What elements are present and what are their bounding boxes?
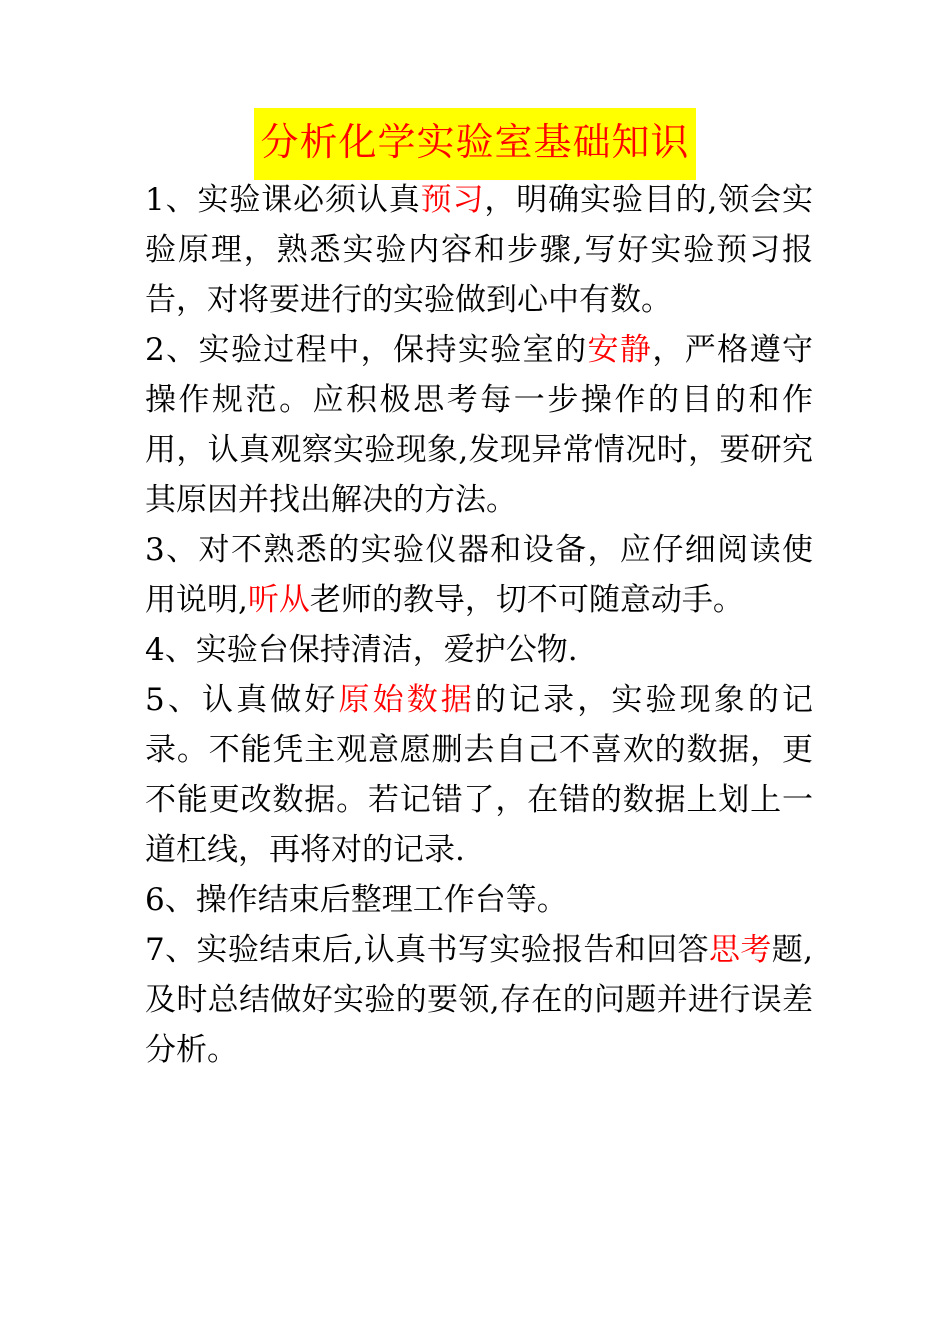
emphasis-text: 思考: [708, 932, 772, 968]
emphasis-text: 听从: [247, 582, 310, 618]
paragraph-text: 1、实验课必须认真: [145, 182, 421, 218]
emphasis-text: 原始数据: [338, 682, 475, 718]
paragraph-text: 3、对不熟悉的实验仪器和设备，应仔细阅读使用说明,: [145, 532, 813, 618]
paragraph-text: 5、认真做好: [145, 682, 339, 718]
paragraph-text: 老师的教导，切不可随意动手。: [309, 582, 744, 618]
paragraph-text: ，明确实验目的,领会实验原理，熟悉实验内容和步骤,写好实验预习报告，对将要进行的实验做到心中有数。: [145, 182, 814, 318]
paragraph-text: 4、实验台保持清洁，爱护公物.: [145, 632, 578, 668]
paragraph-5: [145, 675, 813, 875]
paragraph-text: ，严格遵守操作规范。应积极思考每一步操作的目的和作用，认真观察实验现象,发现异常情况时，要研究其原因并找出解决的方法。: [145, 332, 813, 518]
paragraph-text: 的记录，实验现象的记录。不能凭主观意愿删去自己不喜欢的数据，更不能更改数据。若记错了，在错的数据上划上一道杠线，再将对的记录.: [145, 682, 814, 868]
paragraph-3: [145, 525, 813, 625]
paragraph-text: 6、操作结束后整理工作台等。: [145, 882, 568, 918]
document-body: [145, 175, 813, 1075]
title-container: [0, 108, 950, 180]
emphasis-text: 预习: [420, 182, 485, 218]
document-title: 分析化学实验室基础知识: [254, 108, 695, 180]
paragraph-4: [145, 625, 813, 675]
emphasis-text: 安静: [587, 332, 653, 368]
paragraph-7: [145, 925, 813, 1075]
paragraph-text: 7、实验结束后,认真书写实验报告和回答: [145, 932, 709, 968]
paragraph-6: [145, 875, 813, 925]
paragraph-1: [145, 175, 813, 325]
paragraph-text: 题,及时总结做好实验的要领,存在的问题并进行误差分析。: [145, 932, 814, 1068]
paragraph-2: [145, 325, 813, 525]
paragraph-text: 2、实验过程中，保持实验室的: [145, 332, 588, 368]
